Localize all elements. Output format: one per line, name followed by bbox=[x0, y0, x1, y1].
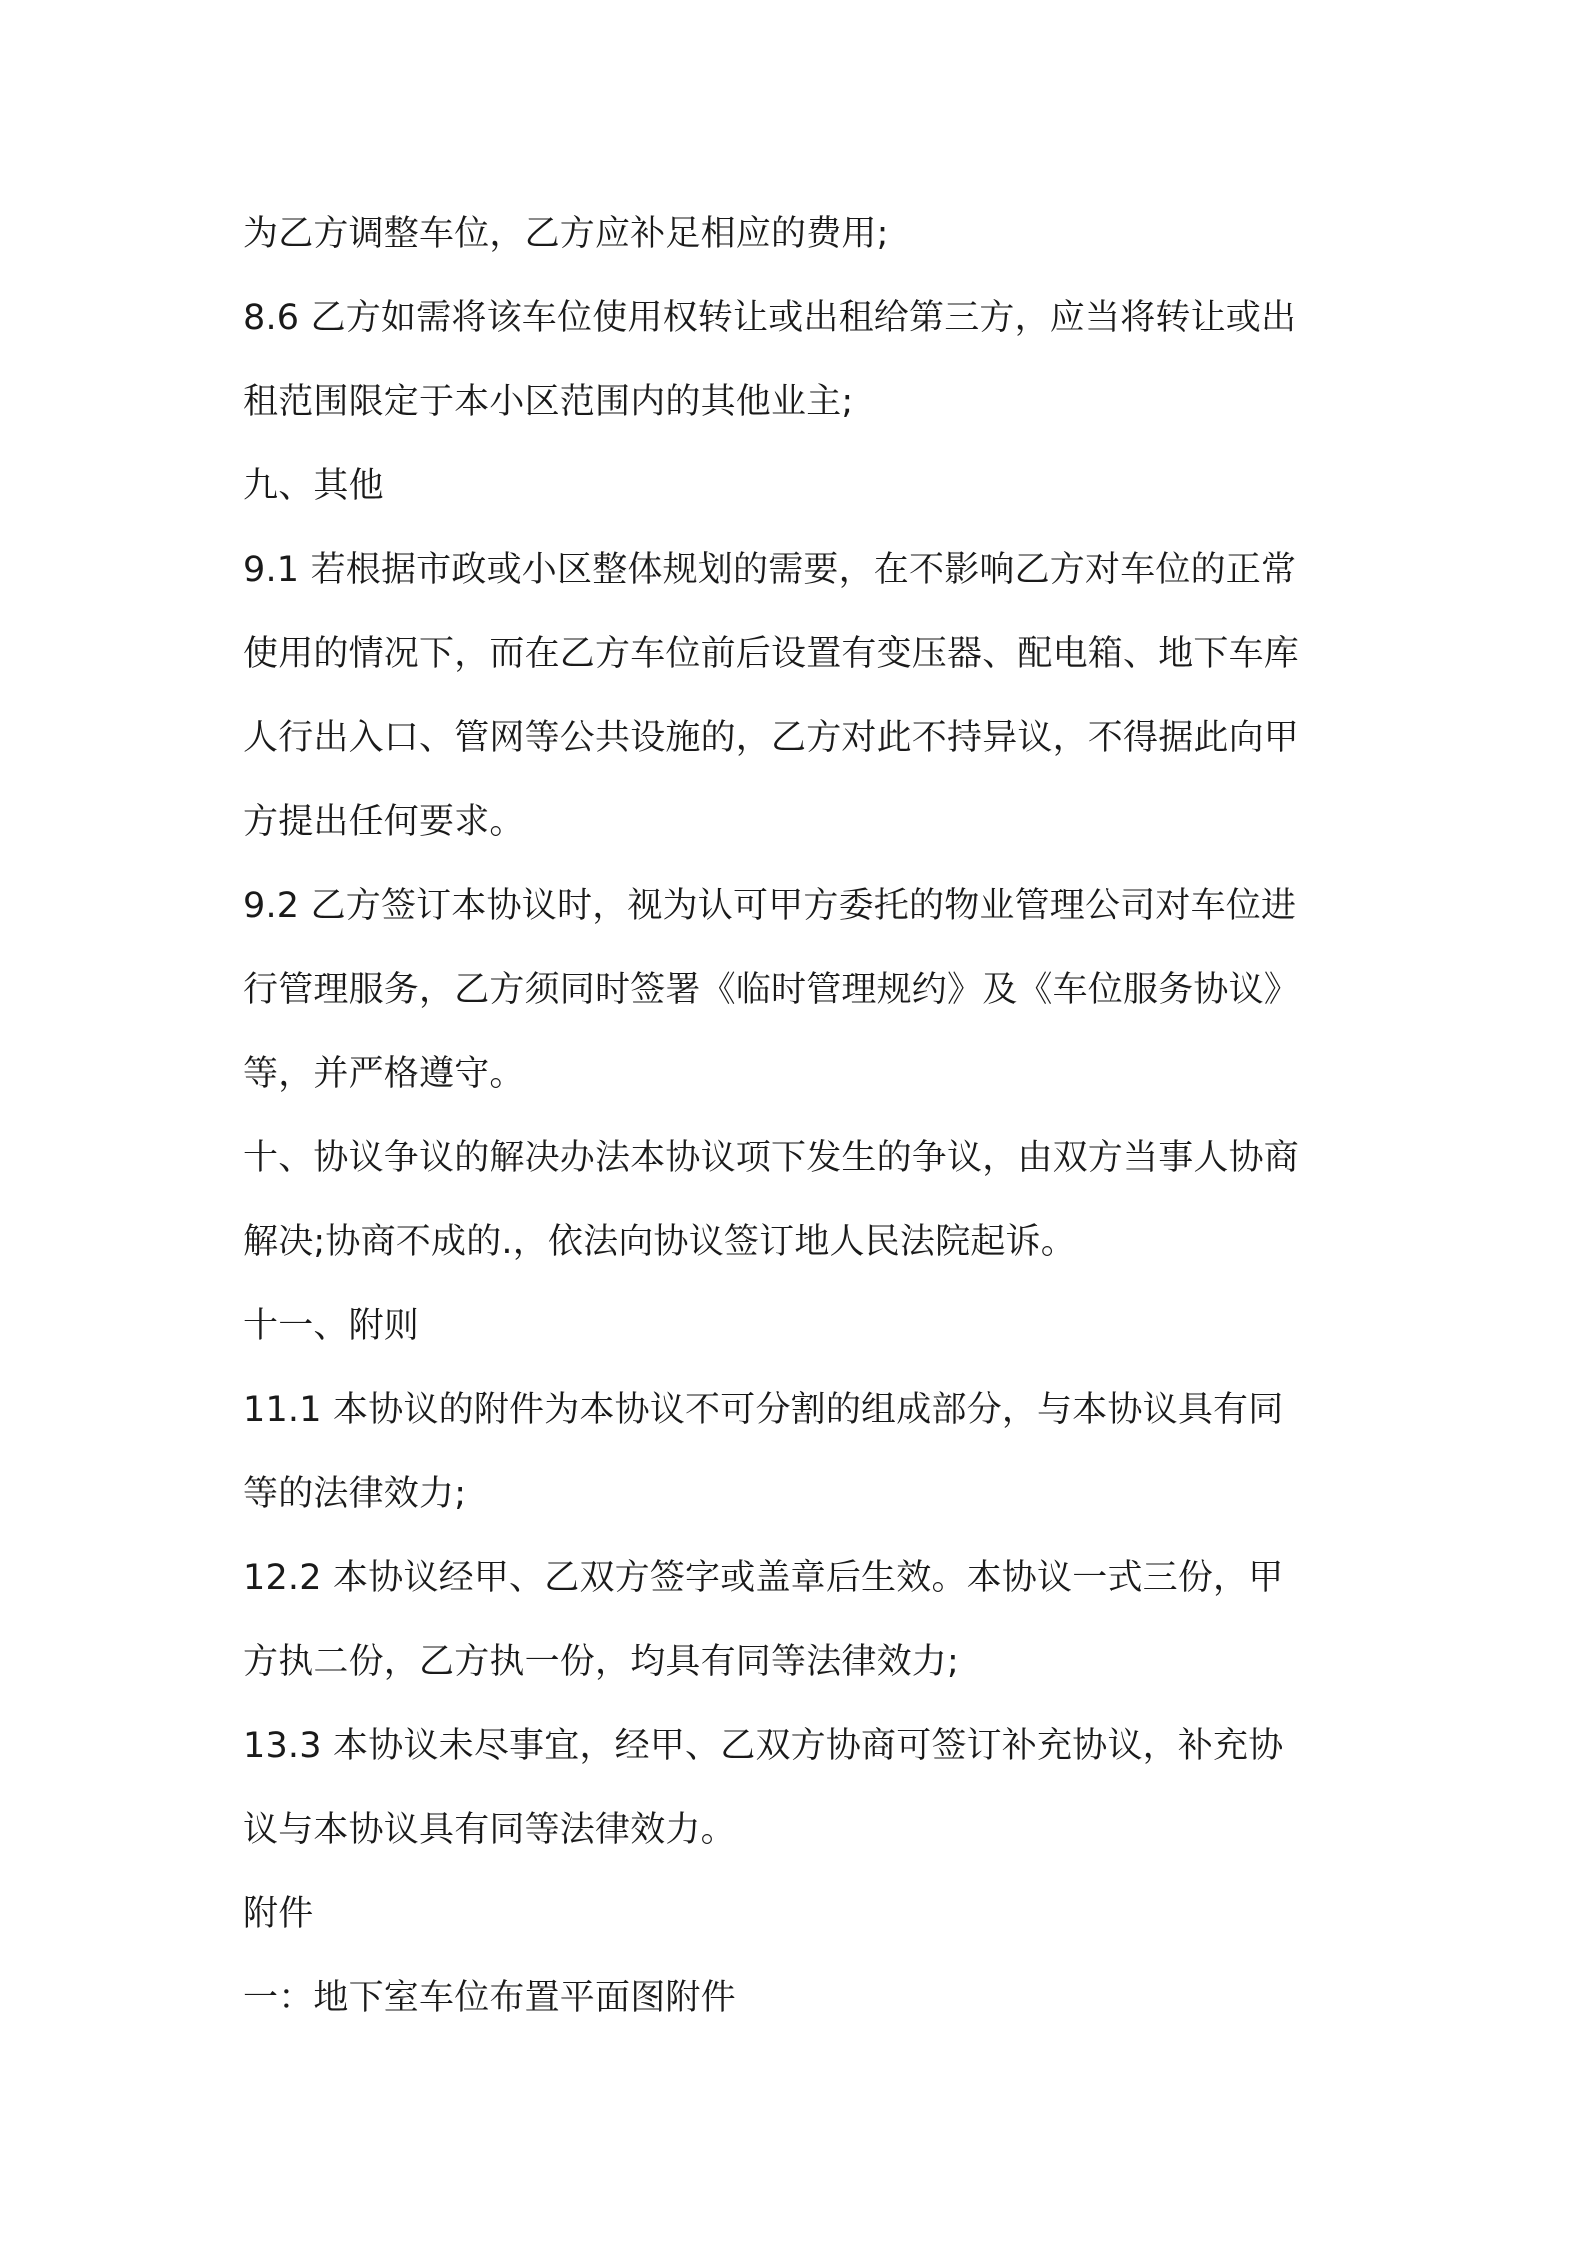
text-line: 8.6 乙方如需将该车位使用权转让或出租给第三方，应当将转让或出 bbox=[243, 298, 1297, 338]
text-line: 11.1 本协议的附件为本协议不可分割的组成部分，与本协议具有同 bbox=[243, 1390, 1284, 1430]
text-line: 行管理服务，乙方须同时签署《临时管理规约》及《车位服务协议》 bbox=[243, 970, 1300, 1010]
text-line: 9.1 若根据市政或小区整体规划的需要，在不影响乙方对车位的正常 bbox=[243, 550, 1297, 590]
section-heading-other: 九、其他 bbox=[243, 466, 384, 506]
text-line: 等的法律效力; bbox=[243, 1474, 467, 1514]
text-line: 方执二份，乙方执一份，均具有同等法律效力; bbox=[243, 1642, 959, 1682]
text-line: 租范围限定于本小区范围内的其他业主; bbox=[243, 382, 854, 422]
text-line: 为乙方调整车位，乙方应补足相应的费用; bbox=[243, 214, 889, 254]
text-line: 方提出任何要求。 bbox=[243, 802, 525, 842]
text-line: 13.3 本协议未尽事宜，经甲、乙双方协商可签订补充协议，补充协 bbox=[243, 1726, 1284, 1766]
text-line: 解决;协商不成的.，依法向协议签订地人民法院起诉。 bbox=[243, 1222, 1076, 1262]
text-line: 12.2 本协议经甲、乙双方签字或盖章后生效。本协议一式三份，甲 bbox=[243, 1558, 1284, 1598]
section-heading-dispute: 十、协议争议的解决办法本协议项下发生的争议，由双方当事人协商 bbox=[243, 1138, 1300, 1178]
text-line: 等，并严格遵守。 bbox=[243, 1054, 525, 1094]
text-line: 使用的情况下，而在乙方车位前后设置有变压器、配电箱、地下车库 bbox=[243, 634, 1300, 674]
document-body bbox=[243, 192, 1359, 2040]
text-line: 议与本协议具有同等法律效力。 bbox=[243, 1810, 736, 1850]
text-line: 9.2 乙方签订本协议时，视为认可甲方委托的物业管理公司对车位进 bbox=[243, 886, 1297, 926]
attachment-heading: 附件 bbox=[243, 1894, 314, 1934]
section-heading-supplementary: 十一、附则 bbox=[243, 1306, 420, 1346]
text-line: 人行出入口、管网等公共设施的，乙方对此不持异议，不得据此向甲 bbox=[243, 718, 1300, 758]
attachment-item: 一：地下室车位布置平面图附件 bbox=[243, 1978, 736, 2018]
